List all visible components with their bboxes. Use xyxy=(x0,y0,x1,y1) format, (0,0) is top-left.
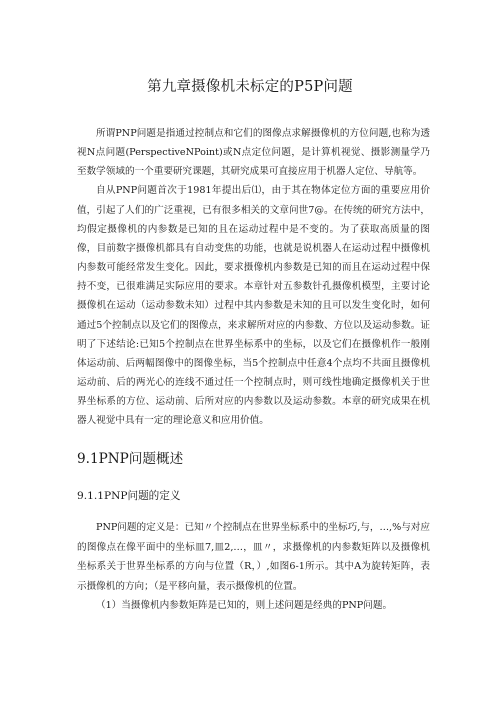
definition-text xyxy=(77,518,430,616)
intro-text xyxy=(77,124,430,431)
intro-paragraph-2: 自从PNP问题首次于1981年提出后⑴，由于其在物体定位方面的重要应用价值，引起了人们的广泛重视，已有很多相关的文章问世7@。在传统的研究方法中，均假定摄像机的内参数是已知的且在运动过程中是不变的。为了获取高质量的图像，目前数字摄像机都具有自动变焦的功能，也就是说机器人在运动过程中摄像机内参数可能经常发生变化。因此，要求摄像机内参数是已知的而且在运动过程中保持不变，已很难满足实际应用的要求。本章针对五参数针孔摄像机模型，主要讨论摄像机在运动（运动参数未知）过程中其内参数是未知的且可以发生变化时，如何通过5个控制点以及它们的图像点，来求解所对应的内参数、方位以及运动参数。证明了下述结论:已知5个控制点在世界坐标系中的坐标，以及它们在摄像机作一般刚体运动前、后两幅图像中的图像坐标，当5个控制点中任意4个点均不共面且摄像机运动前、后的两光心的连线不通过任一个控制点时，则可线性地确定摄像机关于世界坐标系的方位、运动前、后所对应的内参数以及运动参数。本章的研究成果在机器人视觉中具有一定的理论意义和应用价值。 xyxy=(77,185,430,427)
subsection-heading: 9.1.1PNP问题的定义 xyxy=(77,490,181,502)
definition-paragraph-1: PNP问题的定义是：已知〃个控制点在世界坐标系中的坐标巧,与，…,%与对应的图像点在像平面中的坐标皿7,皿2,…，皿〃，求摄像机的内参数矩阵以及摄像机坐标系关于世界坐标系的方向与位置（R，）,如图6-1所示。其中A为旋转矩阵，表示摄像机的方向；（是平移向量，表示摄像机的位置。 xyxy=(77,522,430,592)
chapter-title: 第九章摄像机未标定的P5P问题 xyxy=(147,79,353,95)
section-heading: 9.1PNP问题概述 xyxy=(77,451,184,467)
definition-paragraph-2: （1）当摄像机内参数矩阵是已知的，则上述问题是经典的PNP问题。 xyxy=(96,600,393,612)
intro-paragraph-1: 所谓PNP问题是指通过控制点和它们的图像点求解摄像机的方位问题,也称为透视N点问题(PerspectiveNPoint)或N点定位问题，是计算机视觉、摄影测量学乃至数学领域的一个重要研究课题，其研究成果可直接应用于机器人定位、导航等。 xyxy=(77,128,430,178)
